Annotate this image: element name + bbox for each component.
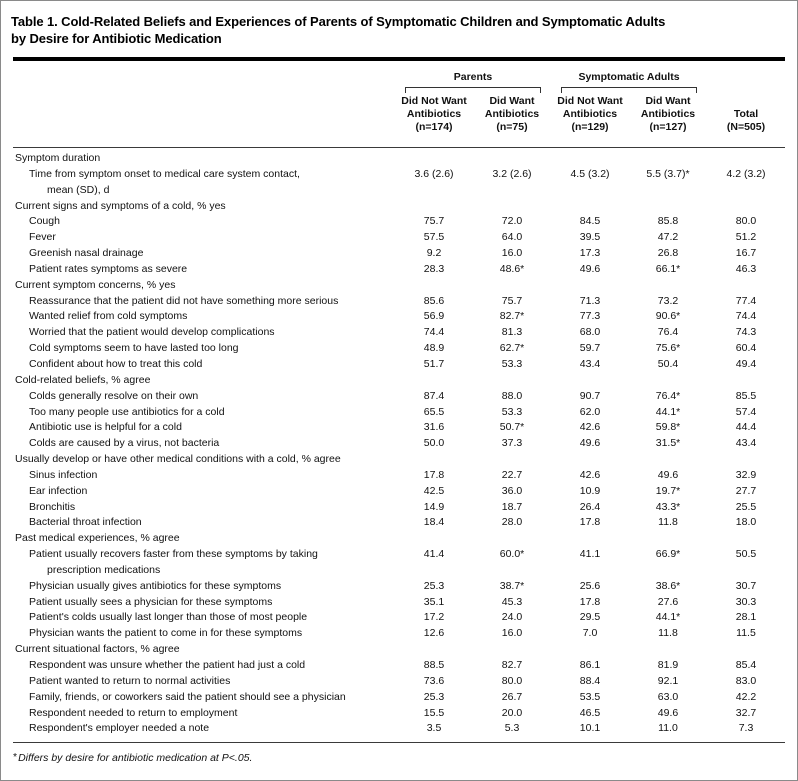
- cell-value: 47.2: [657, 231, 679, 244]
- row-label: Sinus infection: [29, 468, 98, 481]
- header-bracket-row: [13, 87, 785, 93]
- row-label: Patient wanted to return to normal activities: [29, 674, 231, 687]
- row-label: Ear infection: [29, 484, 88, 497]
- table-row: [13, 325, 785, 341]
- table-header: [13, 71, 785, 147]
- cell-value: 41.4: [423, 548, 445, 561]
- section-label: Past medical experiences, % agree: [15, 532, 180, 545]
- section-row: [13, 373, 785, 389]
- cell-value: 90.7: [579, 389, 601, 402]
- col-header-adults-did-want: Did Want Antibiotics (n=127): [640, 95, 696, 133]
- cell-value: 82.7: [501, 659, 523, 671]
- cell-value: 27.6: [657, 595, 679, 608]
- cell-value: 30.3: [735, 595, 757, 608]
- cell-value: 16.7: [735, 247, 757, 260]
- cell-value: 48.9: [423, 342, 445, 355]
- table-row: [13, 626, 785, 642]
- cell-value: 74.4: [735, 310, 757, 323]
- table-row: [13, 468, 785, 484]
- cell-value: 28.3: [423, 262, 445, 275]
- cell-value: 85.6: [423, 294, 445, 307]
- footnote-asterisk-marker: *: [13, 751, 18, 764]
- row-label: Confident about how to treat this cold: [29, 357, 203, 370]
- cell-value: 88.4: [579, 674, 601, 687]
- row-label: Fever: [29, 231, 56, 244]
- cell-value: 60.0*: [499, 548, 525, 561]
- table-row: [13, 674, 785, 690]
- row-label: Cold symptoms seem to have lasted too long: [29, 342, 239, 355]
- cell-value: 76.4*: [655, 389, 681, 402]
- cell-value: 74.4: [423, 326, 445, 339]
- cell-value: 4.2 (3.2): [726, 167, 766, 180]
- cell-value: 5.3: [504, 722, 520, 735]
- cell-value: 38.6*: [655, 579, 681, 592]
- row-label: Cough: [29, 215, 60, 228]
- cell-value: 85.8: [657, 215, 679, 228]
- row-label: Respondent needed to return to employment: [29, 706, 238, 719]
- cell-value: 77.3: [579, 310, 601, 323]
- cell-value: 24.0: [501, 611, 523, 624]
- cell-value: 92.1: [657, 674, 679, 687]
- cell-value: 50.0: [423, 437, 445, 450]
- cell-value: 53.5: [579, 690, 601, 703]
- cell-value: 57.5: [423, 231, 445, 244]
- cell-value: 10.1: [579, 722, 601, 735]
- cell-value: 62.7*: [499, 342, 525, 355]
- section-label: Current signs and symptoms of a cold, % yes: [15, 199, 226, 212]
- cell-value: 22.7: [501, 468, 523, 481]
- row-label: Reassurance that the patient did not have something more serious: [29, 294, 339, 307]
- row-label: Patient usually recovers faster from these symptoms by taking prescription medications: [29, 548, 318, 576]
- row-label: Antibiotic use is helpful for a cold: [29, 421, 182, 434]
- cell-value: 3.2 (2.6): [492, 167, 532, 180]
- row-label: Worried that the patient would develop complications: [29, 326, 275, 339]
- cell-value: 85.5: [735, 389, 757, 402]
- table-row: [13, 420, 785, 436]
- cell-value: 31.6: [423, 421, 445, 434]
- cell-value: 44.1*: [655, 405, 681, 418]
- cell-value: 77.4: [735, 294, 757, 307]
- row-label: Bronchitis: [29, 500, 76, 513]
- section-row: [13, 151, 785, 167]
- section-label: Cold-related beliefs, % agree: [15, 373, 151, 386]
- cell-value: 11.8: [658, 627, 678, 640]
- section-label: Current situational factors, % agree: [15, 643, 180, 656]
- cell-value: 29.5: [579, 611, 601, 624]
- cell-value: 88.0: [501, 389, 523, 402]
- adults-bracket-cell: [551, 87, 707, 93]
- table-row: [13, 579, 785, 595]
- table-row: [13, 230, 785, 246]
- row-label: Physician wants the patient to come in for these symptoms: [29, 627, 303, 640]
- cell-value: 38.7*: [499, 579, 525, 592]
- table-title: Table 1. Cold-Related Beliefs and Experiences of Parents of Symptomatic Children and Symptomatic Adults by Desire for Antibiotic Medication: [11, 14, 666, 46]
- cell-value: 28.0: [501, 516, 523, 529]
- table-row: [13, 405, 785, 421]
- cell-value: 11.8: [658, 516, 678, 529]
- cell-value: 36.0: [501, 484, 523, 497]
- row-label: Patient usually sees a physician for these symptoms: [29, 595, 273, 608]
- adults-span-bracket: [561, 87, 697, 93]
- cell-value: 43.3*: [655, 500, 681, 513]
- cell-value: 26.8: [657, 247, 679, 260]
- cell-value: 27.7: [735, 484, 757, 497]
- cell-value: 53.3: [501, 405, 523, 418]
- cell-value: 11.5: [736, 627, 756, 640]
- cell-value: 49.6: [579, 262, 601, 275]
- header-spacer: [13, 71, 395, 84]
- cell-value: 17.8: [423, 468, 445, 481]
- cell-value: 66.9*: [655, 548, 681, 561]
- cell-value: 25.3: [423, 579, 445, 592]
- cell-value: 74.3: [735, 326, 757, 339]
- cell-value: 5.5 (3.7)*: [646, 167, 690, 180]
- header-group-row: [13, 71, 785, 84]
- cell-value: 31.5*: [655, 437, 681, 450]
- header-bottom-rule: [13, 147, 785, 148]
- section-row: [13, 199, 785, 215]
- row-label: Colds are caused by a virus, not bacteria: [29, 437, 220, 450]
- cell-value: 39.5: [579, 231, 601, 244]
- cell-value: 51.7: [423, 357, 445, 370]
- table-row: [13, 294, 785, 310]
- row-label: Physician usually gives antibiotics for these symptoms: [29, 579, 282, 592]
- cell-value: 18.4: [423, 516, 445, 529]
- cell-value: 17.8: [579, 516, 601, 529]
- row-label: Too many people use antibiotics for a cold: [29, 405, 225, 418]
- col-header-total: Total (N=505): [726, 108, 766, 133]
- table-row: [13, 167, 785, 199]
- cell-value: 62.0: [579, 405, 601, 418]
- cell-value: 10.9: [579, 484, 601, 497]
- cell-value: 72.0: [501, 215, 523, 228]
- section-row: [13, 452, 785, 468]
- cell-value: 44.1*: [655, 611, 681, 624]
- table-row: [13, 341, 785, 357]
- cell-value: 18.7: [501, 500, 523, 513]
- cell-value: 28.1: [735, 611, 757, 624]
- cell-value: 50.4: [657, 357, 679, 370]
- cell-value: 15.5: [423, 706, 445, 719]
- table-row: [13, 595, 785, 611]
- table-row: [13, 721, 785, 737]
- cell-value: 43.4: [735, 437, 757, 450]
- cell-value: 7.0: [582, 627, 598, 640]
- cell-value: 3.6 (2.6): [414, 167, 454, 180]
- cell-value: 65.5: [423, 405, 445, 418]
- cell-value: 26.7: [501, 690, 523, 703]
- cell-value: 46.5: [579, 706, 601, 719]
- cell-value: 42.6: [579, 421, 601, 434]
- cell-value: 17.2: [423, 611, 445, 624]
- footnote-text: Differs by desire for antibiotic medication at P<.05.: [18, 752, 253, 765]
- section-row: [13, 531, 785, 547]
- table-body: [13, 151, 785, 742]
- table-row: [13, 690, 785, 706]
- row-label: Wanted relief from cold symptoms: [29, 310, 188, 323]
- cell-value: 75.6*: [655, 342, 681, 355]
- cell-value: 57.4: [735, 405, 757, 418]
- cell-value: 83.0: [735, 674, 757, 687]
- cell-value: 88.5: [423, 659, 445, 671]
- row-label: Patient rates symptoms as severe: [29, 262, 188, 275]
- group-header-symptomatic-adults: Symptomatic Adults: [578, 71, 680, 83]
- table-row: [13, 436, 785, 452]
- table-row: [13, 309, 785, 325]
- cell-value: 50.5: [735, 548, 757, 561]
- row-label: Respondent's employer needed a note: [29, 722, 210, 735]
- cell-value: 25.6: [579, 579, 601, 592]
- cell-value: 59.7: [579, 342, 601, 355]
- cell-value: 81.3: [501, 326, 523, 339]
- cell-value: 84.5: [579, 215, 601, 228]
- cell-value: 25.3: [423, 690, 445, 703]
- bracket-total-spacer: [707, 87, 785, 93]
- cell-value: 32.7: [735, 706, 757, 719]
- table-row: [13, 484, 785, 500]
- cell-value: 18.0: [735, 516, 757, 529]
- cell-value: 35.1: [423, 595, 445, 608]
- cell-value: 51.2: [735, 231, 757, 244]
- cell-value: 53.3: [501, 357, 523, 370]
- cell-value: 68.0: [579, 326, 601, 339]
- cell-value: 16.0: [501, 247, 523, 260]
- parents-bracket-cell: [395, 87, 551, 93]
- cell-value: 76.4: [657, 326, 679, 339]
- cell-value: 37.3: [501, 437, 523, 450]
- cell-value: 12.6: [423, 627, 445, 640]
- table-row: [13, 214, 785, 230]
- cell-value: 85.4: [735, 659, 757, 671]
- cell-value: 80.0: [501, 674, 523, 687]
- cell-value: 50.7*: [499, 421, 525, 434]
- cell-value: 44.4: [735, 421, 757, 434]
- cell-value: 45.3: [501, 595, 523, 608]
- table-footnote: [13, 743, 785, 765]
- cell-value: 82.7*: [499, 310, 525, 323]
- cell-value: 59.8*: [655, 421, 681, 434]
- row-label: Colds generally resolve on their own: [29, 389, 199, 402]
- cell-value: 17.3: [579, 247, 601, 260]
- cell-value: 80.0: [735, 215, 757, 228]
- cell-value: 73.2: [657, 294, 679, 307]
- table-row: [13, 500, 785, 516]
- table-row: [13, 515, 785, 531]
- cell-value: 66.1*: [655, 262, 681, 275]
- cell-value: 73.6: [423, 674, 445, 687]
- cell-value: 60.4: [735, 342, 757, 355]
- cell-value: 32.9: [735, 468, 757, 481]
- cell-value: 56.9: [423, 310, 445, 323]
- cell-value: 4.5 (3.2): [570, 167, 610, 180]
- group-header-parents: Parents: [453, 71, 493, 83]
- cell-value: 75.7: [501, 294, 523, 307]
- cell-value: 63.0: [657, 690, 679, 703]
- table-row: [13, 262, 785, 278]
- cell-value: 20.0: [501, 706, 523, 719]
- group-header-total-spacer: [707, 71, 785, 84]
- table-row: [13, 357, 785, 373]
- section-row: [13, 642, 785, 658]
- row-label: Time from symptom onset to medical care system contact, mean (SD), d: [29, 167, 300, 196]
- table-row: [13, 610, 785, 626]
- cell-value: 11.0: [658, 722, 678, 735]
- row-label: Respondent was unsure whether the patient had just a cold: [29, 659, 306, 671]
- row-label: Family, friends, or coworkers said the patient should see a physician: [29, 690, 346, 703]
- table-row: [13, 246, 785, 262]
- cell-value: 42.6: [579, 468, 601, 481]
- table-row: [13, 389, 785, 405]
- col-header-parents-did-want: Did Want Antibiotics (n=75): [484, 95, 540, 133]
- cell-value: 19.7*: [655, 484, 681, 497]
- row-label: Patient's colds usually last longer than those of most people: [29, 611, 308, 624]
- row-label: Greenish nasal drainage: [29, 247, 144, 260]
- cell-value: 86.1: [579, 659, 601, 671]
- cell-value: 71.3: [579, 294, 601, 307]
- header-spacer: [13, 87, 395, 93]
- header-column-row: [13, 95, 785, 147]
- cell-value: 25.5: [735, 500, 757, 513]
- table-row: [13, 658, 785, 674]
- cell-value: 49.6: [657, 468, 679, 481]
- section-label: Symptom duration: [15, 152, 101, 164]
- cell-value: 16.0: [501, 627, 523, 640]
- cell-value: 75.7: [423, 215, 445, 228]
- cell-value: 81.9: [657, 659, 679, 671]
- cell-value: 14.9: [423, 500, 445, 513]
- cell-value: 7.3: [738, 722, 754, 735]
- cell-value: 26.4: [579, 500, 601, 513]
- cell-value: 46.3: [735, 262, 757, 275]
- parents-span-bracket: [405, 87, 541, 93]
- cell-value: 49.4: [735, 357, 757, 370]
- table-row: [13, 547, 785, 579]
- top-thick-rule: [13, 57, 785, 61]
- cell-value: 90.6*: [655, 310, 681, 323]
- cell-value: 42.2: [735, 690, 757, 703]
- table-row: [13, 706, 785, 722]
- cell-value: 30.7: [735, 579, 757, 592]
- cell-value: 49.6: [579, 437, 601, 450]
- col-header-parents-did-not-want: Did Not Want Antibiotics (n=174): [401, 95, 467, 133]
- cell-value: 48.6*: [499, 262, 525, 275]
- cell-value: 3.5: [426, 722, 442, 735]
- row-label: Bacterial throat infection: [29, 516, 142, 529]
- cell-value: 43.4: [579, 357, 601, 370]
- cell-value: 41.1: [579, 548, 601, 561]
- cell-value: 49.6: [657, 706, 679, 719]
- cell-value: 87.4: [423, 389, 445, 402]
- section-label: Usually develop or have other medical conditions with a cold, % agree: [15, 453, 341, 466]
- cell-value: 17.8: [579, 595, 601, 608]
- section-label: Current symptom concerns, % yes: [15, 278, 176, 291]
- cell-value: 64.0: [501, 231, 523, 244]
- cell-value: 9.2: [426, 247, 442, 260]
- col-header-adults-did-not-want: Did Not Want Antibiotics (n=129): [557, 95, 623, 133]
- section-row: [13, 278, 785, 294]
- cell-value: 42.5: [423, 484, 445, 497]
